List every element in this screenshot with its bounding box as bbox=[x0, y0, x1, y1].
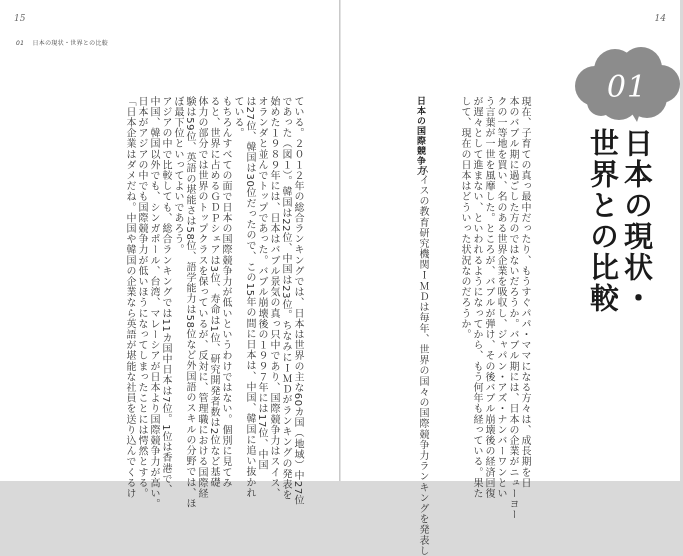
text-line: 本のバブル期に過ごした方のではないだろうか。バブル期には、日本の企業がニューヨー bbox=[507, 96, 518, 520]
text-line: して、現在の日本はどういった状況なのだろうか。 bbox=[459, 96, 470, 340]
text-line: もちろんすべての面で日本の国際競争力が低いというわけではない。個別に見てみ bbox=[220, 96, 231, 489]
page-number-right: 14 bbox=[654, 14, 666, 24]
right-page bbox=[341, 0, 680, 556]
text-line: ている。２０１２年の総合ランキングでは、日本は世界の主な60カ国（地域）中27位 bbox=[292, 96, 303, 506]
text-line: 日本がアジアの中でも国際競争力が低いほうになってしまったことには愕然とする。 bbox=[136, 96, 147, 499]
text-line: 「日本企業はダメだね。中国や韓国の企業なら英語が堪能な社員を送り込んでくるけ bbox=[124, 96, 135, 499]
text-line: 現在、子育ての真っ最中だったり、もうすぐパパ・ママになる方々は、成長期を日 bbox=[519, 96, 530, 489]
text-line: スイスの教育研究機関ＩＭＤは毎年、世界の国々の国際競争力ランキングを発表し bbox=[417, 164, 428, 556]
text-line: が遅々として進まない、といわれるようになってから、もう何年も経っている。果た bbox=[471, 96, 482, 499]
text-line: う言葉が一世を風靡した。ところが、バブルが弾け、その後バブル崩壊後の経済回復 bbox=[483, 96, 494, 499]
text-line: 験は59位、英語の堪能さは58位、語学能力は58位など外国語のスキルの分野では、ほ bbox=[184, 96, 195, 509]
text-line: クの一等地を買い、名のある世界企業を吸収し、ジャパン・アズ・ナンバーワンとい bbox=[495, 96, 506, 499]
page-number-left: 15 bbox=[14, 14, 26, 24]
text-line: 始めた１９８９年には、日本はバブル景気の真っ只中であり、国際競争力はスイス、 bbox=[268, 96, 279, 499]
text-line: ている。 bbox=[232, 96, 243, 139]
section-heading: 日本の国際競争力 bbox=[415, 96, 425, 176]
chapter-title-line: 世界との比較 bbox=[586, 128, 620, 314]
running-head-title: 日本の現状・世界との比較 bbox=[32, 40, 109, 47]
chapter-title-line: 日本の現状・ bbox=[620, 128, 654, 314]
left-page bbox=[0, 0, 339, 510]
chapter-number-cloud-badge bbox=[571, 44, 683, 122]
text-line: であった（図１）。韓国は22位、中国は23位。ちなみにＩＭＤがランキングの発表を bbox=[280, 96, 291, 501]
text-line: アジアの中で比較しても、総合ランキングでは11カ国中日本は7位。1位は香港で、 bbox=[160, 96, 171, 495]
left-page-body-text bbox=[123, 96, 303, 510]
text-line: は27位、韓国は30位だったので、この15年の間に日本は、中国、韓国に追い抜かれ bbox=[244, 96, 255, 499]
text-line: オランダと並んでトップであった。バブル崩壊後の１９９７年には17位、中国 bbox=[256, 96, 267, 471]
chapter-title bbox=[586, 128, 654, 428]
text-line: ぼ最下位といってよいであろう。 bbox=[172, 96, 183, 255]
intro-text bbox=[458, 96, 530, 520]
section-body-text bbox=[416, 164, 428, 556]
chapter-number: 01 bbox=[606, 70, 648, 105]
running-head bbox=[16, 38, 108, 47]
running-head-chapter-number: 01 bbox=[16, 40, 25, 47]
text-line: ると、世界に占めるＧＤＰシェアは3位、寿命は1位、研究開発者数は2位など基礎 bbox=[208, 96, 219, 488]
text-line: 体力の部分では世界のトップクラスを保っているが、反対に、管理職における国際経 bbox=[196, 96, 207, 499]
text-line: 中国、韓国以外でも、シンガポール、台湾、マレーシアが日本より国際競争力が高い。 bbox=[148, 96, 159, 510]
